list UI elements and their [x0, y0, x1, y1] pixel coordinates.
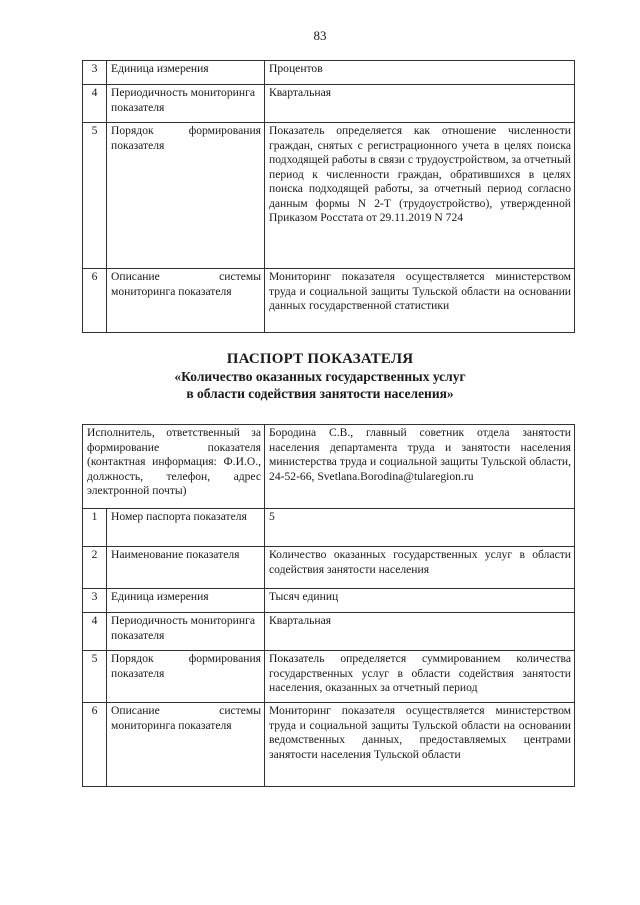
row-value: Тысяч единиц [265, 589, 575, 613]
table-row [83, 651, 575, 703]
row-value: 5 [265, 509, 575, 547]
table-row [83, 613, 575, 651]
executor-value: Бородина С.В., главный советник отдела занятости населения департамента труда и занятости населения министерства труда и социальной защиты Тульской области, 24-52-66, Svetlana.Borodina@tularegion.ru [265, 425, 575, 509]
row-value: Количество оказанных государственных услуг в области содействия занятости населения [265, 547, 575, 589]
table-row [83, 85, 575, 123]
executor-label: Исполнитель, ответственный за формирование показателя (контактная информация: Ф.И.О., должность, телефон, адрес электронной почты) [83, 425, 265, 509]
row-value: Показатель определяется суммированием количества государственных услуг в области содействия занятости населения, оказанных за отчетный период [265, 651, 575, 703]
row-number: 3 [83, 589, 107, 613]
row-number: 6 [83, 269, 107, 333]
row-label: Порядок формирования показателя [107, 123, 265, 269]
row-label: Периодичность мониторинга показателя [107, 613, 265, 651]
row-label: Единица измерения [107, 589, 265, 613]
row-value: Мониторинг показателя осуществляется министерством труда и социальной защиты Тульской области на основании данных государственной статистики [265, 269, 575, 333]
indicator-table-continued [82, 60, 575, 333]
row-value: Процентов [265, 61, 575, 85]
table-row [83, 123, 575, 269]
row-number: 4 [83, 85, 107, 123]
passport-heading [0, 350, 640, 402]
row-number: 2 [83, 547, 107, 589]
table-row [83, 269, 575, 333]
row-label: Номер паспорта показателя [107, 509, 265, 547]
row-label: Наименование показателя [107, 547, 265, 589]
row-value: Квартальная [265, 85, 575, 123]
table-row [83, 703, 575, 787]
row-number: 5 [83, 651, 107, 703]
row-number: 6 [83, 703, 107, 787]
row-label: Порядок формирования показателя [107, 651, 265, 703]
row-label: Единица измерения [107, 61, 265, 85]
table-row [83, 547, 575, 589]
row-value: Показатель определяется как отношение численности граждан, снятых с регистрационного учета в целях поиска подходящей работы в связи с трудоустройством, за отчетный период к численности граждан, обратившихся в целях поиска подходящей работы, за отчетный период согласно данным формы N 2-Т (трудоустройство), утвержденной Приказом Росстата от 29.11.2019 N 724 [265, 123, 575, 269]
row-value: Квартальная [265, 613, 575, 651]
table-row [83, 509, 575, 547]
table-row-executor [83, 425, 575, 509]
indicator-passport-table [82, 424, 575, 787]
row-number: 4 [83, 613, 107, 651]
page-number: 83 [313, 28, 327, 43]
row-number: 3 [83, 61, 107, 85]
table-row [83, 589, 575, 613]
row-label: Описание системы мониторинга показателя [107, 269, 265, 333]
row-number: 5 [83, 123, 107, 269]
passport-title: ПАСПОРТ ПОКАЗАТЕЛЯ [226, 351, 414, 367]
row-label: Описание системы мониторинга показателя [107, 703, 265, 787]
passport-subtitle-line2: в области содействия занятости населения» [186, 386, 454, 401]
row-number: 1 [83, 509, 107, 547]
table-row [83, 61, 575, 85]
row-label: Периодичность мониторинга показателя [107, 85, 265, 123]
passport-subtitle-line1: «Количество оказанных государственных услуг [174, 369, 466, 384]
row-value: Мониторинг показателя осуществляется министерством труда и социальной защиты Тульской области на основании ведомственных данных, предоставляемых центрами занятости населения Тульской области [265, 703, 575, 787]
